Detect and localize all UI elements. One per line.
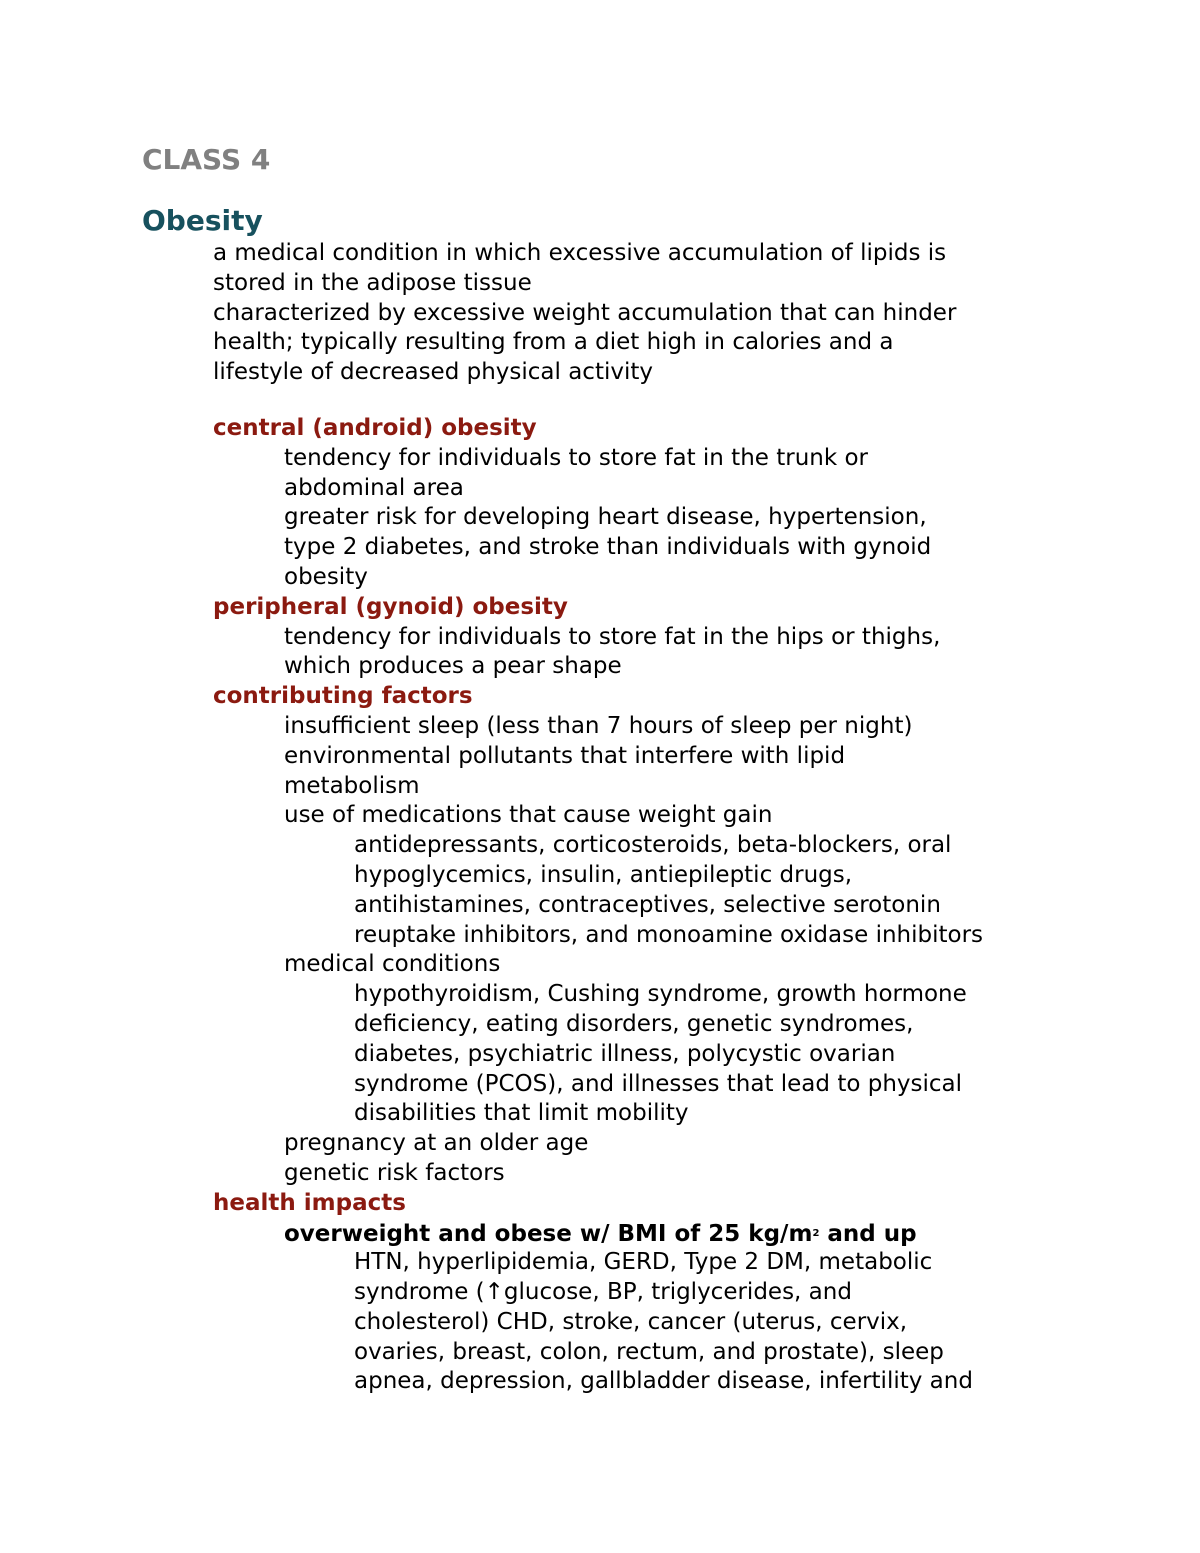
definition-line: health; typically resulting from a diet high in calories and a [213,329,894,356]
factor-pollutants: metabolism [284,772,420,799]
class-title: CLASS 4 [142,143,271,176]
factor-pollutants: environmental pollutants that interfere with lipid [284,742,846,769]
definition-line: lifestyle of decreased physical activity [213,359,653,386]
peripheral-obesity-heading: peripheral (gynoid) obesity [213,593,568,620]
impact-line: syndrome (↑glucose, BP, triglycerides, and [354,1279,852,1306]
definition-line: stored in the adipose tissue [213,269,532,296]
central-obesity-line: obesity [284,563,368,590]
medication-list-line: antidepressants, corticosteroids, beta-blockers, oral [354,832,952,859]
factor-pregnancy: pregnancy at an older age [284,1130,589,1157]
bmi-heading-text: overweight and obese w/ BMI of 25 kg/m [284,1220,813,1247]
condition-list-line: diabetes, psychiatric illness, polycystic ovarian [354,1040,896,1067]
topic-title: Obesity [142,204,263,237]
central-obesity-line: type 2 diabetes, and stroke than individuals with gynoid [284,534,932,561]
central-obesity-heading: central (android) obesity [213,414,537,441]
medication-list-line: reuptake inhibitors, and monoamine oxidase inhibitors [354,921,984,948]
factor-medical-conditions: medical conditions [284,951,501,978]
bmi-heading [213,1219,1173,1249]
central-obesity-line: greater risk for developing heart disease, hypertension, [284,504,927,531]
impact-line: ovaries, breast, colon, rectum, and prostate), sleep [354,1338,944,1365]
factor-sleep: insufficient sleep (less than 7 hours of sleep per night) [284,712,913,739]
impact-line: cholesterol) CHD, stroke, cancer (uterus, cervix, [354,1308,908,1335]
central-obesity-line: abdominal area [284,474,464,501]
peripheral-obesity-line: tendency for individuals to store fat in the hips or thighs, [284,623,941,650]
health-impacts-heading: health impacts [213,1189,406,1216]
factor-genetic: genetic risk factors [284,1159,505,1186]
medication-list-line: hypoglycemics, insulin, antiepileptic drugs, [354,861,853,888]
notes-body [213,239,1173,1397]
definition-line: characterized by excessive weight accumulation that can hinder [213,299,957,326]
definition-line: a medical condition in which excessive accumulation of lipids is [213,240,947,266]
condition-list-line: deficiency, eating disorders, genetic syndromes, [354,1010,914,1037]
medication-list-line: antihistamines, contraceptives, selective serotonin [354,891,941,918]
bmi-heading-end: and up [819,1220,917,1247]
condition-list-line: disabilities that limit mobility [354,1100,689,1127]
bmi-superscript: 2 [812,1227,820,1239]
condition-list-line: hypothyroidism, Cushing syndrome, growth hormone [354,981,967,1008]
central-obesity-line: tendency for individuals to store fat in the trunk or [284,444,869,471]
spacer [213,388,1173,414]
impact-line: HTN, hyperlipidemia, GERD, Type 2 DM, metabolic [354,1249,933,1276]
impact-line: apnea, depression, gallbladder disease, infertility and [354,1368,973,1395]
contributing-factors-heading: contributing factors [213,683,473,710]
condition-list-line: syndrome (PCOS), and illnesses that lead to physical [354,1070,963,1097]
factor-medications: use of medications that cause weight gain [284,802,773,829]
peripheral-obesity-line: which produces a pear shape [284,653,622,680]
